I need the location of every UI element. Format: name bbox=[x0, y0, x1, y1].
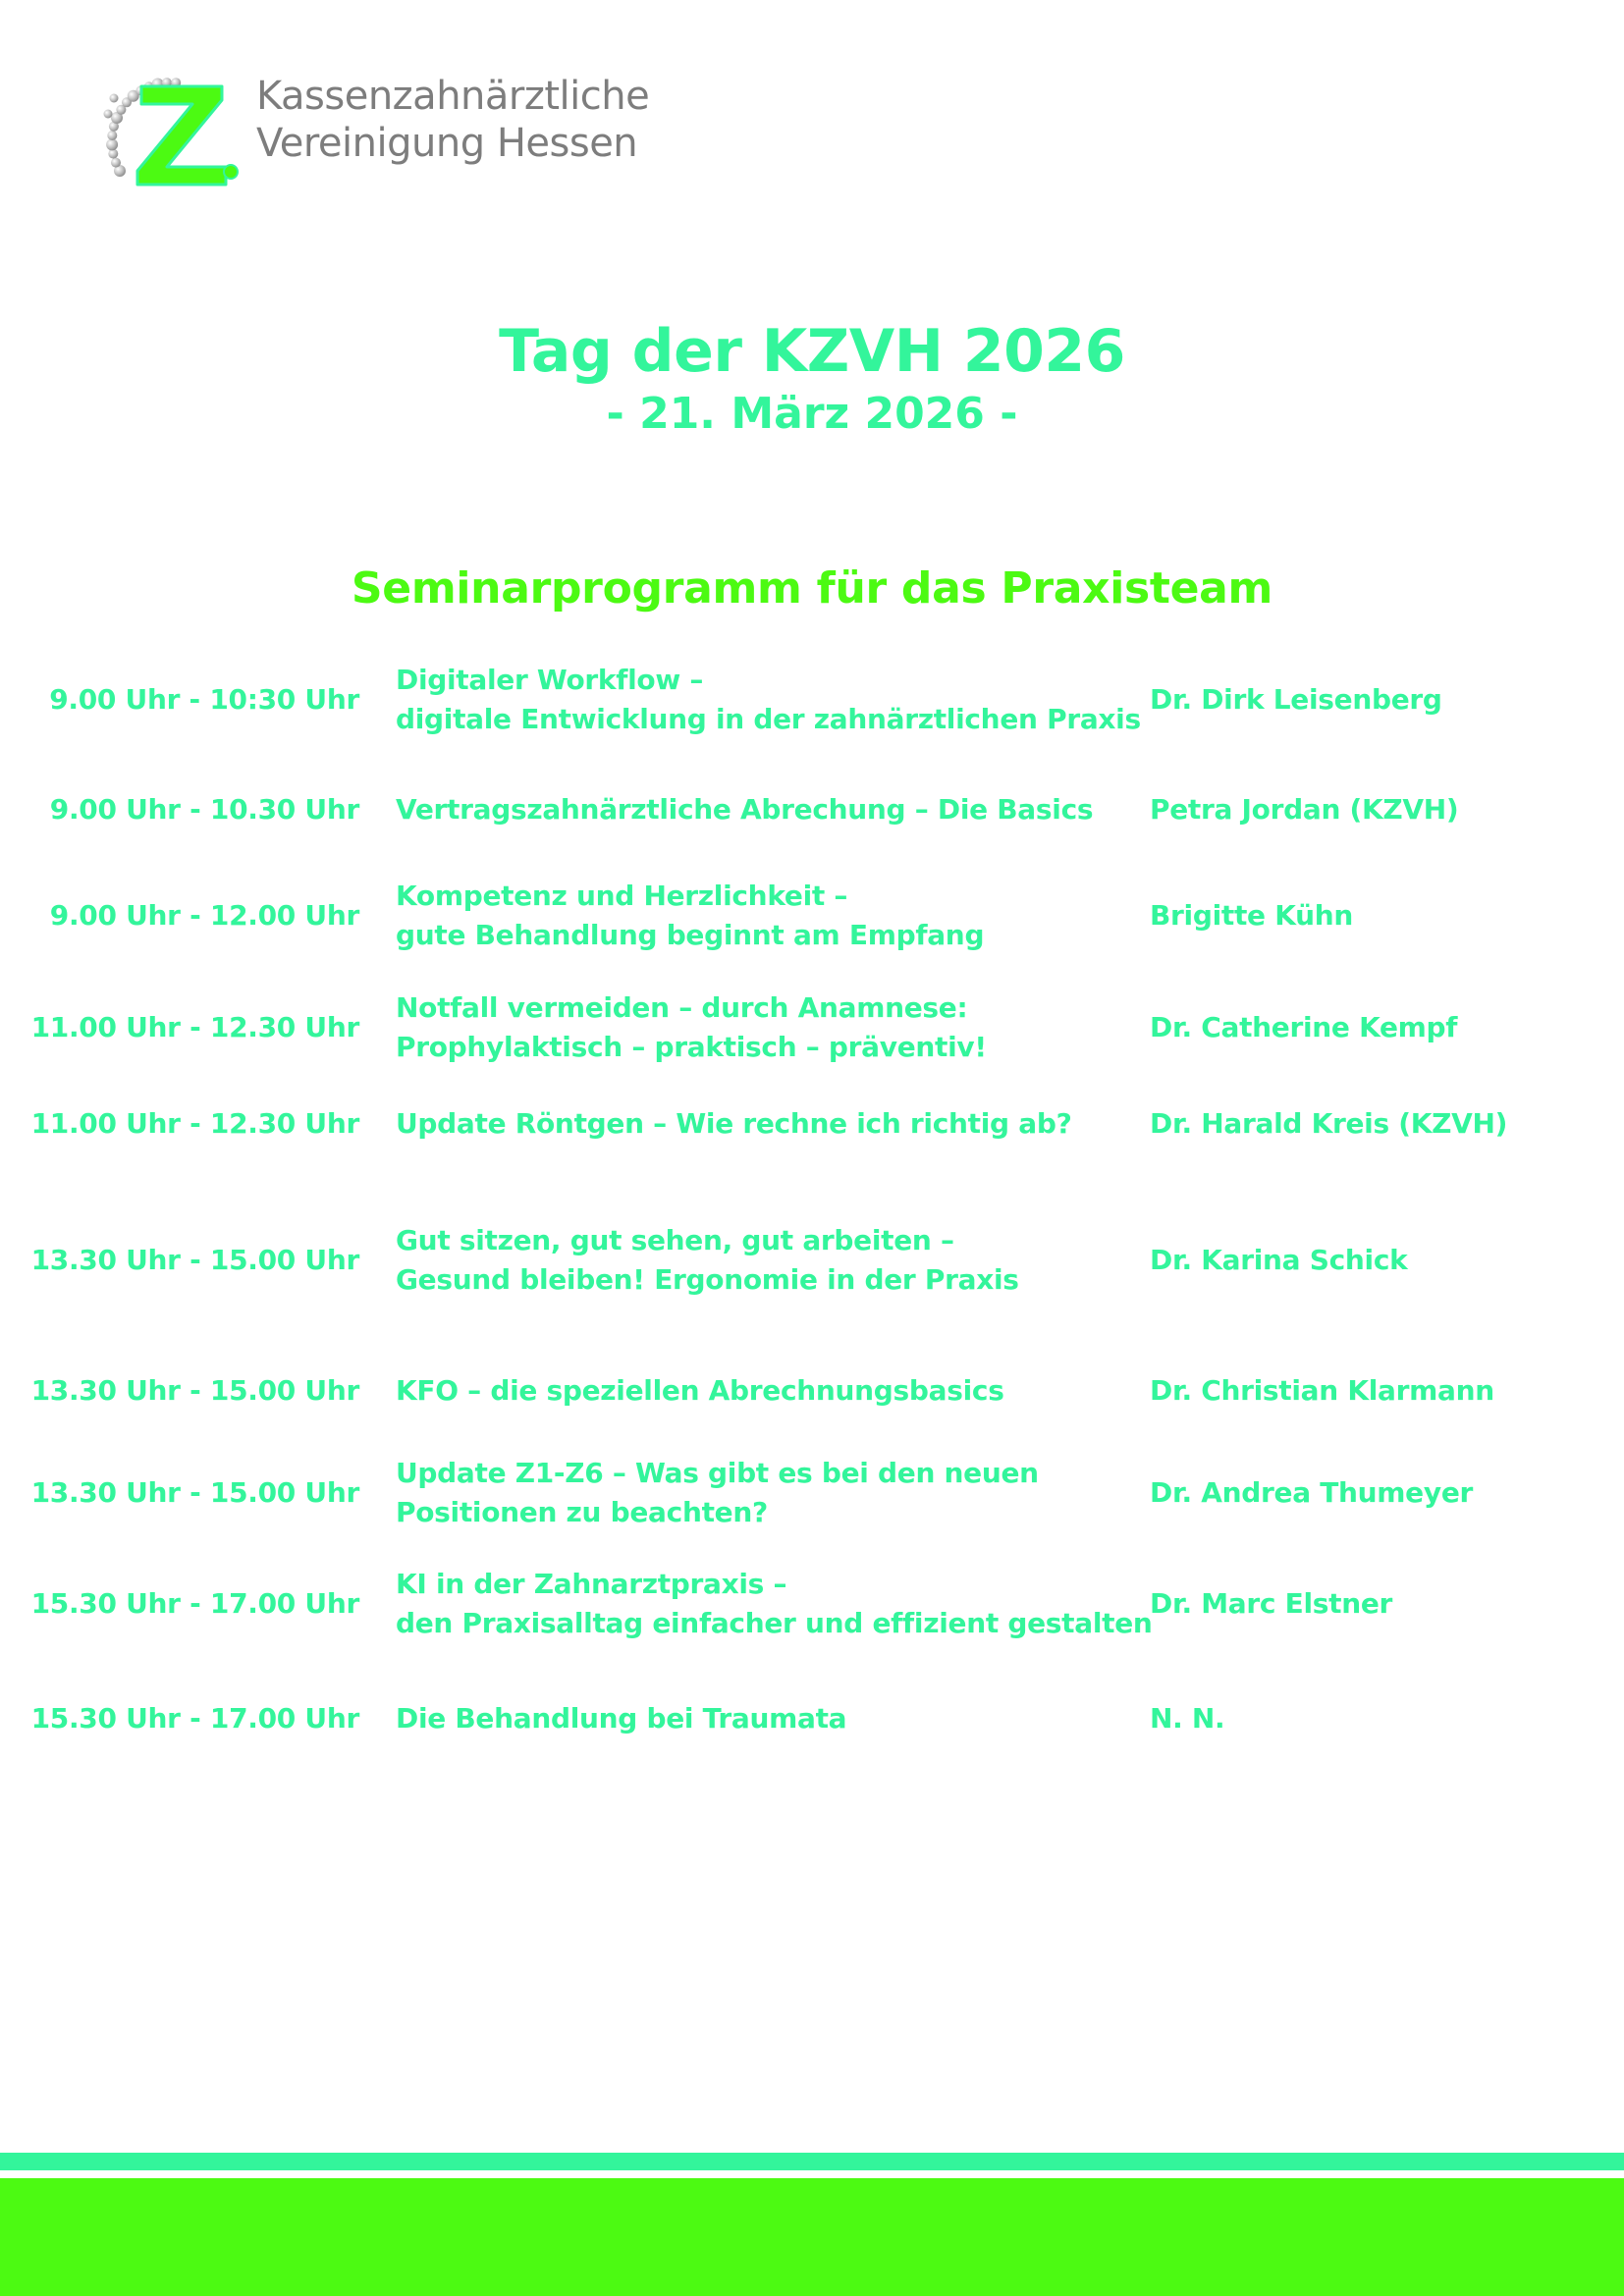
session-topic bbox=[396, 1371, 1142, 1411]
table-row bbox=[0, 988, 1624, 1067]
page-title: Tag der KZVH 2026 bbox=[499, 317, 1125, 386]
session-topic-line: Kompetenz und Herzlichkeit – bbox=[396, 880, 848, 912]
session-time: 13.30 Uhr - 15.00 Uhr bbox=[30, 1374, 359, 1407]
session-speaker: Petra Jordan (KZVH) bbox=[1150, 793, 1459, 826]
session-time: 11.00 Uhr - 12.30 Uhr bbox=[30, 1107, 359, 1140]
session-topic-line: KFO – die speziellen Abrechnungsbasics bbox=[396, 1374, 1004, 1407]
session-topic-line: Update Röntgen – Wie rechne ich richtig ab? bbox=[396, 1107, 1072, 1140]
session-speaker: Dr. Dirk Leisenberg bbox=[1150, 683, 1442, 716]
session-topic-line: den Praxisalltag einfacher und effizient gestalten bbox=[396, 1607, 1153, 1639]
session-topic-line: Die Behandlung bei Traumata bbox=[396, 1702, 847, 1735]
session-topic-line: Update Z1-Z6 – Was gibt es bei den neuen bbox=[396, 1457, 1039, 1489]
session-topic bbox=[396, 1454, 1142, 1532]
session-time: 9.00 Uhr - 10.30 Uhr bbox=[49, 793, 359, 826]
kzvh-logo-mark-icon bbox=[94, 71, 251, 218]
organization-name-line1: Kassenzahnärztliche bbox=[256, 74, 650, 119]
session-time: 15.30 Uhr - 17.00 Uhr bbox=[30, 1702, 359, 1735]
session-topic-line: Prophylaktisch – praktisch – präventiv! bbox=[396, 1031, 987, 1063]
session-time: 9.00 Uhr - 12.00 Uhr bbox=[49, 899, 359, 932]
event-date: - 21. März 2026 - bbox=[606, 389, 1018, 439]
session-topic-line: Vertragszahnärztliche Abrechung – Die Basics bbox=[396, 793, 1094, 826]
session-time: 9.00 Uhr - 10:30 Uhr bbox=[49, 683, 359, 716]
session-topic-line: Digitaler Workflow – bbox=[396, 664, 704, 696]
session-time: 15.30 Uhr - 17.00 Uhr bbox=[30, 1587, 359, 1620]
section-title: Seminarprogramm für das Praxisteam bbox=[351, 563, 1273, 614]
session-topic bbox=[396, 1104, 1142, 1144]
session-speaker: Brigitte Kühn bbox=[1150, 899, 1354, 932]
session-speaker: N. N. bbox=[1150, 1702, 1225, 1735]
organization-name-line2: Vereinigung Hessen bbox=[256, 121, 638, 166]
session-topic bbox=[396, 1699, 1142, 1738]
session-topic-line: Positionen zu beachten? bbox=[396, 1496, 768, 1528]
table-row bbox=[0, 1454, 1624, 1532]
table-row bbox=[0, 1699, 1624, 1738]
session-topic-line: Gut sitzen, gut sehen, gut arbeiten – bbox=[396, 1224, 954, 1256]
session-speaker: Dr. Christian Klarmann bbox=[1150, 1374, 1494, 1407]
session-speaker: Dr. Catherine Kempf bbox=[1150, 1011, 1458, 1043]
table-row bbox=[0, 1104, 1624, 1144]
session-time: 11.00 Uhr - 12.30 Uhr bbox=[30, 1011, 359, 1043]
session-topic bbox=[396, 661, 1142, 739]
session-topic bbox=[396, 877, 1142, 955]
session-speaker: Dr. Harald Kreis (KZVH) bbox=[1150, 1107, 1508, 1140]
kzvh-logo bbox=[94, 71, 650, 218]
session-topic bbox=[396, 790, 1142, 829]
table-row bbox=[0, 1221, 1624, 1300]
footer-band-thin bbox=[0, 2153, 1624, 2170]
session-speaker: Dr. Karina Schick bbox=[1150, 1244, 1408, 1276]
session-topic-line: Notfall vermeiden – durch Anamnese: bbox=[396, 991, 968, 1024]
session-time: 13.30 Uhr - 15.00 Uhr bbox=[30, 1244, 359, 1276]
organization-name bbox=[256, 73, 649, 167]
session-topic bbox=[396, 988, 1142, 1067]
session-topic-line: Gesund bleiben! Ergonomie in der Praxis bbox=[396, 1263, 1019, 1296]
session-topic-line: KI in der Zahnarztpraxis – bbox=[396, 1568, 787, 1600]
table-row bbox=[0, 790, 1624, 829]
session-topic-line: gute Behandlung beginnt am Empfang bbox=[396, 919, 985, 951]
session-topic bbox=[396, 1565, 1153, 1643]
table-row bbox=[0, 661, 1624, 739]
session-topic bbox=[396, 1221, 1142, 1300]
session-speaker: Dr. Andrea Thumeyer bbox=[1150, 1476, 1474, 1509]
session-time: 13.30 Uhr - 15.00 Uhr bbox=[30, 1476, 359, 1509]
session-speaker: Dr. Marc Elstner bbox=[1150, 1587, 1393, 1620]
table-row bbox=[0, 877, 1624, 955]
table-row bbox=[0, 1371, 1624, 1411]
footer-band-thick bbox=[0, 2178, 1624, 2296]
session-topic-line: digitale Entwicklung in der zahnärztlichen Praxis bbox=[396, 703, 1141, 735]
table-row bbox=[0, 1565, 1624, 1643]
